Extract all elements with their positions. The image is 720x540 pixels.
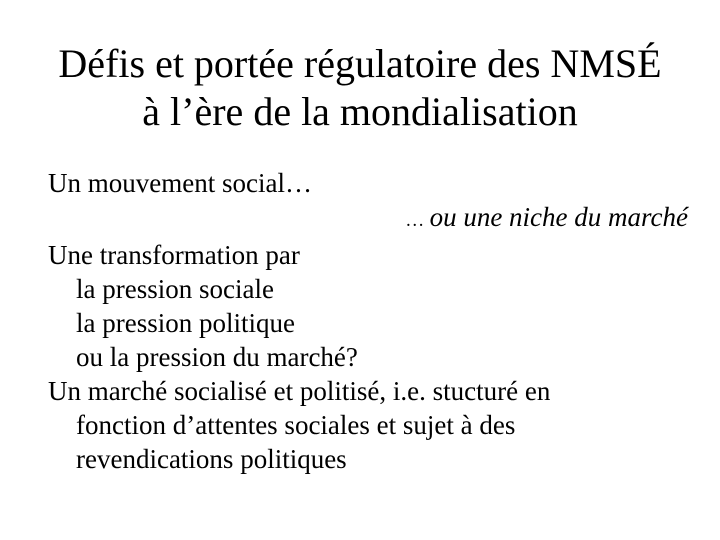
body-line-social-movement: Un mouvement social… [48, 168, 312, 198]
body-line-market-pressure: ou la pression du marché? [76, 342, 358, 372]
body-line-political-pressure: la pression politique [76, 308, 295, 338]
slide-body [48, 166, 698, 476]
slide-title [0, 40, 720, 136]
body-line-market-niche [48, 200, 698, 238]
title-line-1: Défis et portée régulatoire des NMSÉ [58, 41, 662, 86]
body-line-social-pressure: la pression sociale [76, 274, 274, 304]
title-line-2: à l’ère de la mondialisation [142, 89, 578, 134]
body-line-social-expectations: fonction d’attentes sociales et sujet à des [76, 410, 516, 440]
market-niche-text: ou une niche du marché [429, 202, 688, 232]
body-line-political-claims: revendications politiques [76, 444, 347, 474]
ellipsis-prefix: … [406, 210, 424, 231]
body-line-socialized-market: Un marché socialisé et politisé, i.e. stucturé en [48, 376, 551, 406]
body-line-transformation: Une transformation par [48, 240, 300, 270]
